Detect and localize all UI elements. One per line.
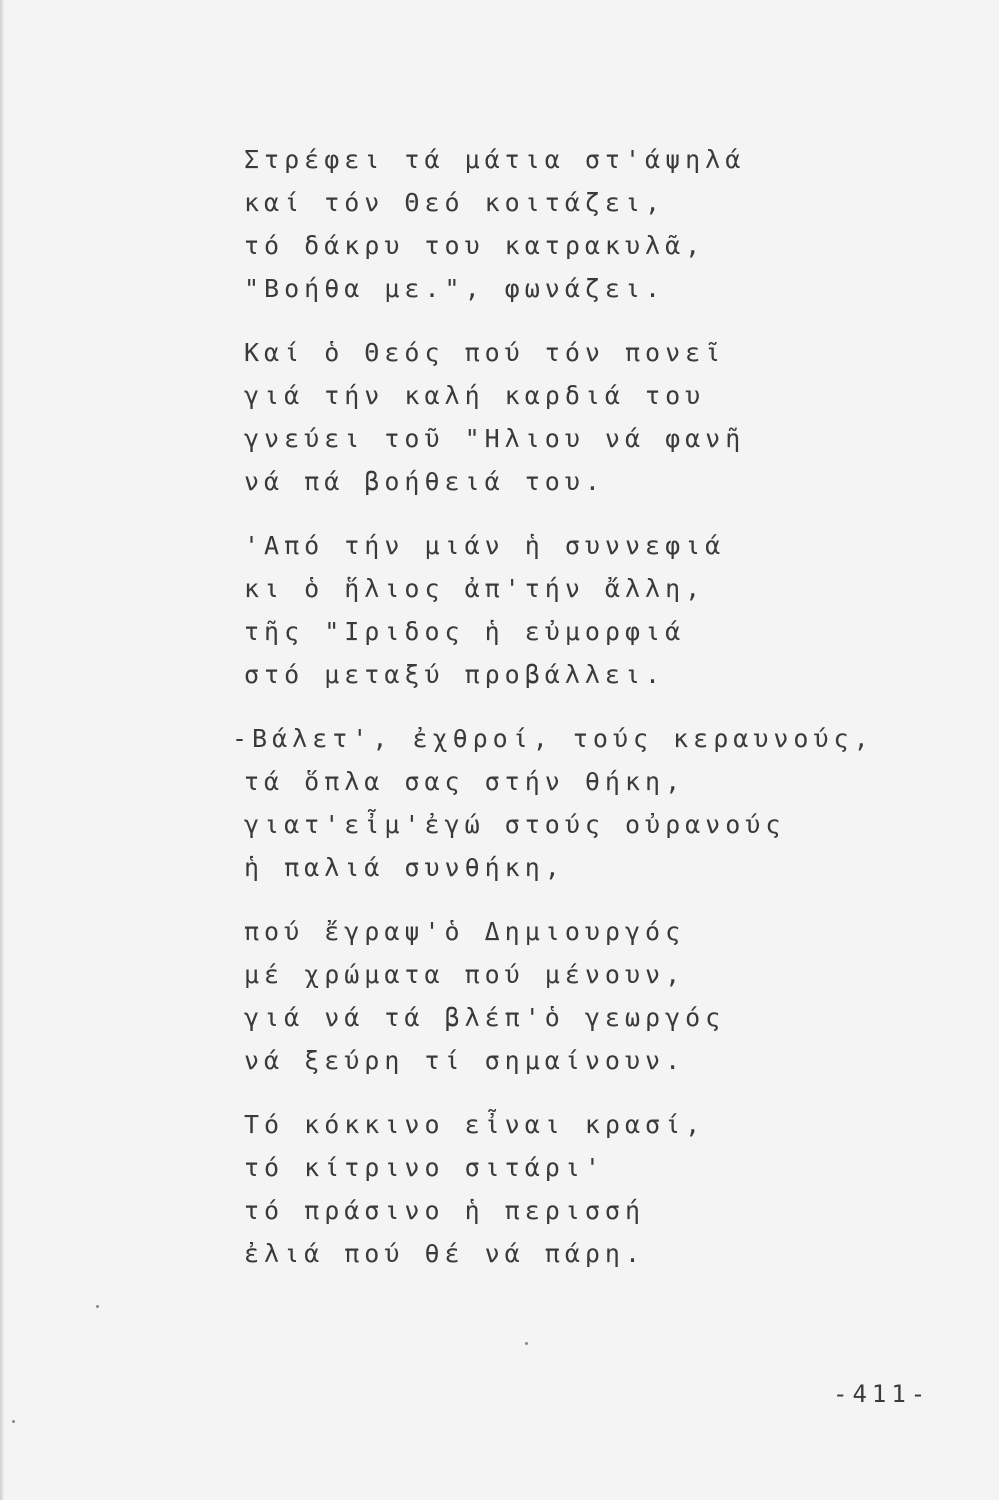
poem-line: τό κίτρινο σιτάρι' (244, 1153, 605, 1182)
poem-line: ἡ παλιά συνθήκη, (244, 853, 565, 882)
poem-line: 'Από τήν μιάν ἡ συννεφιά (244, 531, 726, 560)
scan-speck (96, 1305, 99, 1308)
stanza-6 (232, 1103, 792, 1275)
poem-line: γνεύει τοῦ "Ηλιου νά φανῆ (244, 424, 746, 453)
poem-line: Στρέφει τά μάτια στ'άψηλά (244, 145, 746, 174)
poem-line: νά ξεύρη τί σημαίνουν. (244, 1046, 686, 1075)
poem-line: τό πράσινο ἡ περισσή (244, 1196, 646, 1225)
poem-line: ἐλιά πού θέ νά πάρη. (244, 1239, 646, 1268)
poem-line: μέ χρώματα πού μένουν, (244, 960, 686, 989)
stanza-5 (232, 910, 792, 1082)
poem-line: Καί ὁ Θεός πού τόν πονεῖ (244, 338, 726, 367)
stanza-4 (232, 717, 874, 889)
page-number: -411- (833, 1380, 931, 1408)
poem-line: γιά τήν καλή καρδιά του (244, 381, 706, 410)
stanza-1 (232, 138, 792, 310)
poem-line: τό δάκρυ του κατρακυλᾶ, (244, 231, 706, 260)
poem-line: τά ὅπλα σας στήν θήκη, (244, 767, 686, 796)
poem-line: "Βοήθα με.", φωνάζει. (244, 274, 666, 303)
poem (232, 138, 874, 1296)
poem-line: τῆς "Ιριδος ἡ εὐμορφιά (244, 617, 686, 646)
poem-line: στό μεταξύ προβάλλει. (244, 660, 666, 689)
poem-line: γιά νά τά βλέπ'ὁ γεωργός (244, 1003, 726, 1032)
poem-line: καί τόν Θεό κοιτάζει, (244, 188, 666, 217)
scan-speck (12, 1420, 15, 1423)
page-edge (0, 0, 4, 1500)
stanza-2 (232, 331, 792, 503)
poem-line: γιατ'εἶμ'ἐγώ στούς οὐρανούς (244, 810, 786, 839)
poem-line: -Βάλετ', ἐχθροί, τούς κεραυνούς, (232, 724, 874, 753)
poem-line: Τό κόκκινο εἶναι κρασί, (244, 1110, 706, 1139)
stanza-3 (232, 524, 792, 696)
poem-line: κι ὁ ἥλιος ἀπ'τήν ἄλλη, (244, 574, 706, 603)
poem-line: πού ἔγραψ'ὁ Δημιουργός (244, 917, 686, 946)
poem-line: νά πά βοήθειά του. (244, 467, 605, 496)
scan-speck (525, 1342, 528, 1345)
